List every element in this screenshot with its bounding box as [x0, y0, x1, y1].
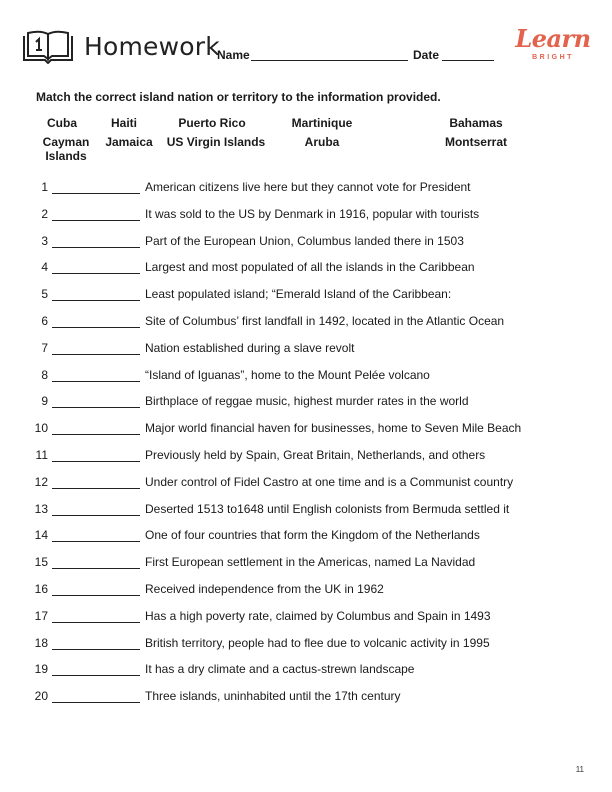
question-row	[30, 421, 590, 448]
question-text: Site of Columbus’ first landfall in 1492, located in the Atlantic Ocean	[145, 313, 505, 328]
answer-blank[interactable]	[52, 582, 140, 596]
question-text: Previously held by Spain, Great Britain, Netherlands, and others	[145, 447, 486, 462]
question-text: One of four countries that form the Kingdom of the Netherlands	[145, 528, 480, 543]
question-text: Has a high poverty rate, claimed by Columbus and Spain in 1493	[145, 608, 491, 623]
answer-blank[interactable]	[52, 636, 140, 650]
question-text: Birthplace of reggae music, highest murder rates in the world	[145, 394, 469, 409]
question-text: Three islands, uninhabited until the 17th century	[145, 689, 401, 704]
learn-bright-logo	[513, 24, 593, 68]
question-number: 16	[34, 581, 48, 596]
question-text: Under control of Fidel Castro at one time and is a Communist country	[145, 474, 514, 489]
question-list	[30, 180, 590, 716]
answer-blank[interactable]	[52, 260, 140, 274]
question-text: First European settlement in the Americas, named La Navidad	[145, 555, 476, 570]
question-row	[30, 234, 590, 261]
question-text: British territory, people had to flee due to volcanic activity in 1995	[145, 635, 490, 650]
word-bank-item: Bahamas	[449, 116, 503, 130]
answer-blank[interactable]	[52, 368, 140, 382]
answer-blank[interactable]	[52, 234, 140, 248]
question-row	[30, 368, 590, 395]
question-text: American citizens live here but they cannot vote for President	[145, 180, 471, 194]
page-title: Homework	[84, 32, 220, 61]
answer-blank[interactable]	[52, 528, 140, 542]
question-number: 10	[34, 421, 48, 436]
question-text: Major world financial haven for businesses, home to Seven Mile Beach	[145, 421, 522, 436]
question-text: Part of the European Union, Columbus landed there in 1503	[145, 233, 464, 248]
question-number: 4	[41, 260, 48, 275]
question-number: 2	[41, 206, 48, 221]
answer-blank[interactable]	[52, 180, 140, 194]
question-text: It was sold to the US by Denmark in 1916, popular with tourists	[145, 206, 480, 221]
name-field[interactable]	[251, 60, 408, 61]
question-row	[30, 287, 590, 314]
page-header	[22, 22, 597, 72]
question-number: 14	[34, 528, 48, 543]
answer-blank[interactable]	[52, 207, 140, 221]
question-number: 9	[41, 394, 48, 409]
question-text: It has a dry climate and a cactus-strewn landscape	[145, 662, 415, 677]
question-number: 17	[34, 608, 48, 623]
word-bank-item: Puerto Rico	[178, 116, 246, 130]
word-bank-item: Haiti	[110, 116, 137, 130]
question-number: 15	[34, 555, 48, 570]
question-number: 5	[41, 287, 48, 302]
question-row	[30, 448, 590, 475]
date-label: Date	[413, 48, 440, 62]
answer-blank[interactable]	[52, 555, 140, 569]
answer-blank[interactable]	[52, 341, 140, 355]
answer-blank[interactable]	[52, 287, 140, 301]
answer-blank[interactable]	[52, 502, 140, 516]
question-number: 3	[41, 233, 48, 248]
question-number: 1	[41, 180, 48, 194]
question-row	[30, 689, 590, 716]
open-book-icon	[22, 28, 74, 64]
name-label: Name	[217, 48, 250, 62]
question-row	[30, 341, 590, 368]
question-row	[30, 394, 590, 421]
question-text: “Island of Iguanas”, home to the Mount Pelée volcano	[145, 367, 430, 382]
question-row	[30, 260, 590, 287]
word-bank-item: Cuba	[47, 116, 77, 130]
question-row	[30, 207, 590, 234]
date-field[interactable]	[442, 60, 494, 61]
question-row	[30, 662, 590, 689]
answer-blank[interactable]	[52, 448, 140, 462]
question-row	[30, 180, 590, 207]
question-number: 6	[41, 313, 48, 328]
logo-word: Learn	[515, 24, 591, 53]
word-bank-item: Martinique	[291, 116, 353, 130]
answer-blank[interactable]	[52, 421, 140, 435]
question-text: Received independence from the UK in 1962	[145, 581, 384, 596]
question-number: 13	[34, 501, 48, 516]
question-number: 11	[35, 447, 48, 462]
logo-subword: BRIGHT	[532, 54, 574, 61]
word-bank-item: Montserrat	[444, 135, 507, 149]
question-row	[30, 555, 590, 582]
page-number: 11	[575, 765, 584, 774]
question-row	[30, 475, 590, 502]
question-number: 19	[34, 662, 48, 677]
word-bank-item: US Virgin Islands	[166, 135, 266, 149]
question-text: Least populated island; “Emerald Island of the Caribbean:	[145, 287, 452, 302]
instructions: Match the correct island nation or territory to the information provided.	[36, 90, 441, 104]
question-number: 8	[41, 367, 48, 382]
word-bank-item: Jamaica	[105, 135, 153, 149]
question-row	[30, 314, 590, 341]
question-row	[30, 582, 590, 609]
answer-blank[interactable]	[52, 314, 140, 328]
answer-blank[interactable]	[52, 609, 140, 623]
answer-blank[interactable]	[52, 689, 140, 703]
question-row	[30, 528, 590, 555]
question-text: Largest and most populated of all the islands in the Caribbean	[145, 260, 475, 275]
question-number: 7	[41, 340, 48, 355]
question-text: Nation established during a slave revolt	[145, 340, 355, 355]
word-bank-item: Cayman Islands	[42, 135, 90, 163]
question-number: 12	[34, 474, 48, 489]
question-row	[30, 609, 590, 636]
answer-blank[interactable]	[52, 662, 140, 676]
question-row	[30, 502, 590, 529]
word-bank-item: Aruba	[304, 135, 340, 149]
question-number: 18	[34, 635, 48, 650]
question-row	[30, 636, 590, 663]
answer-blank[interactable]	[52, 394, 140, 408]
question-number: 20	[34, 689, 48, 704]
answer-blank[interactable]	[52, 475, 140, 489]
question-text: Deserted 1513 to1648 until English colonists from Bermuda settled it	[145, 501, 510, 516]
